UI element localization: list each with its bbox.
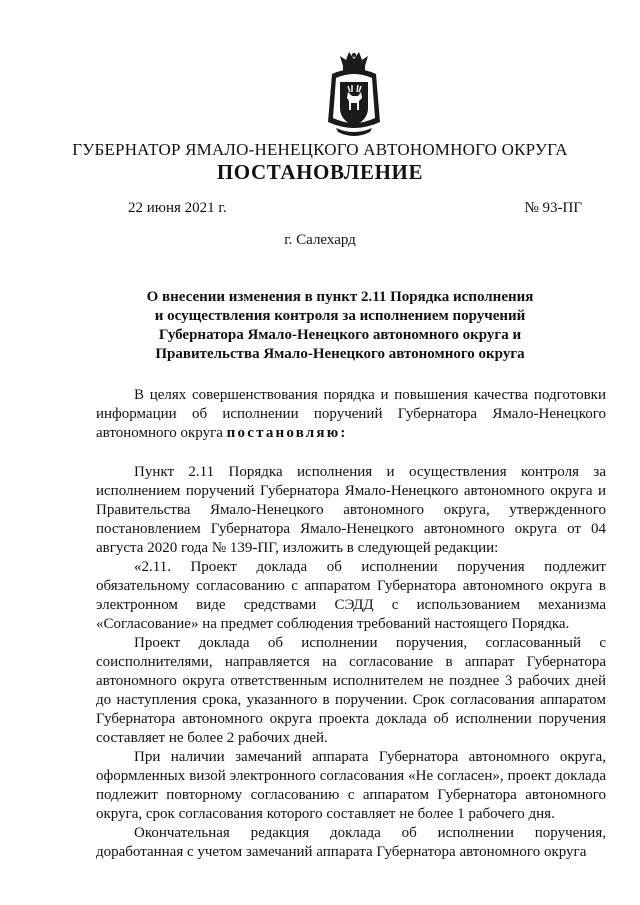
paragraph-2-11: «2.11. Проект доклада об исполнении поручения подлежит обязательному согласованию с аппаратом Губернатора автономного округа в электронном виде средствами СЭДД с использованием механизма «Согласование» на предмет соблюдения требований настоящего Порядка.	[96, 559, 606, 632]
paragraph-amendment: Пункт 2.11 Порядка исполнения и осуществления контроля за исполнением поручений Губернатора Ямало-Ненецкого автономного округа и Правительства Ямало-Ненецкого автономного округа, утвержденного постановлением Губернатора Ямало-Ненецкого автономного округа от 04 августа 2020 года № 139-ПГ, изложить в следующей редакции:	[96, 464, 606, 556]
subject-line: Правительства Ямало-Ненецкого автономного округа	[155, 346, 525, 362]
decree-word: постановляю:	[226, 425, 348, 441]
preamble-paragraph	[96, 386, 606, 443]
coat-of-arms-icon	[326, 52, 382, 140]
paragraph-final-edition: Окончательная редакция доклада об исполнении поручения, доработанная с учетом замечаний аппарата Губернатора автономного округа	[96, 825, 606, 860]
document-subject	[120, 288, 560, 364]
subject-line: и осуществления контроля за исполнением поручений	[154, 308, 526, 324]
preamble-text: В целях совершенствования порядка и повышения качества подготовки информации об исполнении поручений Губернатора Ямало-Ненецкого автономного округа	[96, 387, 606, 441]
document-number: № 93-ПГ	[524, 200, 582, 216]
issuer-title: ГУБЕРНАТОР ЯМАЛО-НЕНЕЦКОГО АВТОНОМНОГО ОКРУГА	[72, 140, 568, 159]
document-date: 22 июня 2021 г.	[128, 200, 227, 216]
paragraph-draft-approval: Проект доклада об исполнении поручения, согласованный с соисполнителями, направляется на согласование в аппарат Губернатора автономного округа ответственным исполнителем не позднее 3 рабочих дней до наступления срока, указанного в поручении. Срок согласования аппаратом Губернатора автономного округа проекта доклада об исполнении поручения составляет не более 2 рабочих дней.	[96, 635, 606, 746]
document-type: ПОСТАНОВЛЕНИЕ	[216, 160, 424, 184]
document-body	[96, 386, 606, 862]
subject-line: О внесении изменения в пункт 2.11 Порядка исполнения	[146, 289, 534, 305]
document-city: г. Салехард	[284, 232, 356, 248]
paragraph-remarks: При наличии замечаний аппарата Губернатора автономного округа, оформленных визой электронного согласования «Не согласен», проект доклада подлежит повторному согласованию с аппаратом Губернатора автономного округа, срок согласования которого составляет не более 1 рабочего дня.	[96, 749, 606, 822]
subject-line: Губернатора Ямало-Ненецкого автономного округа и	[158, 327, 522, 343]
